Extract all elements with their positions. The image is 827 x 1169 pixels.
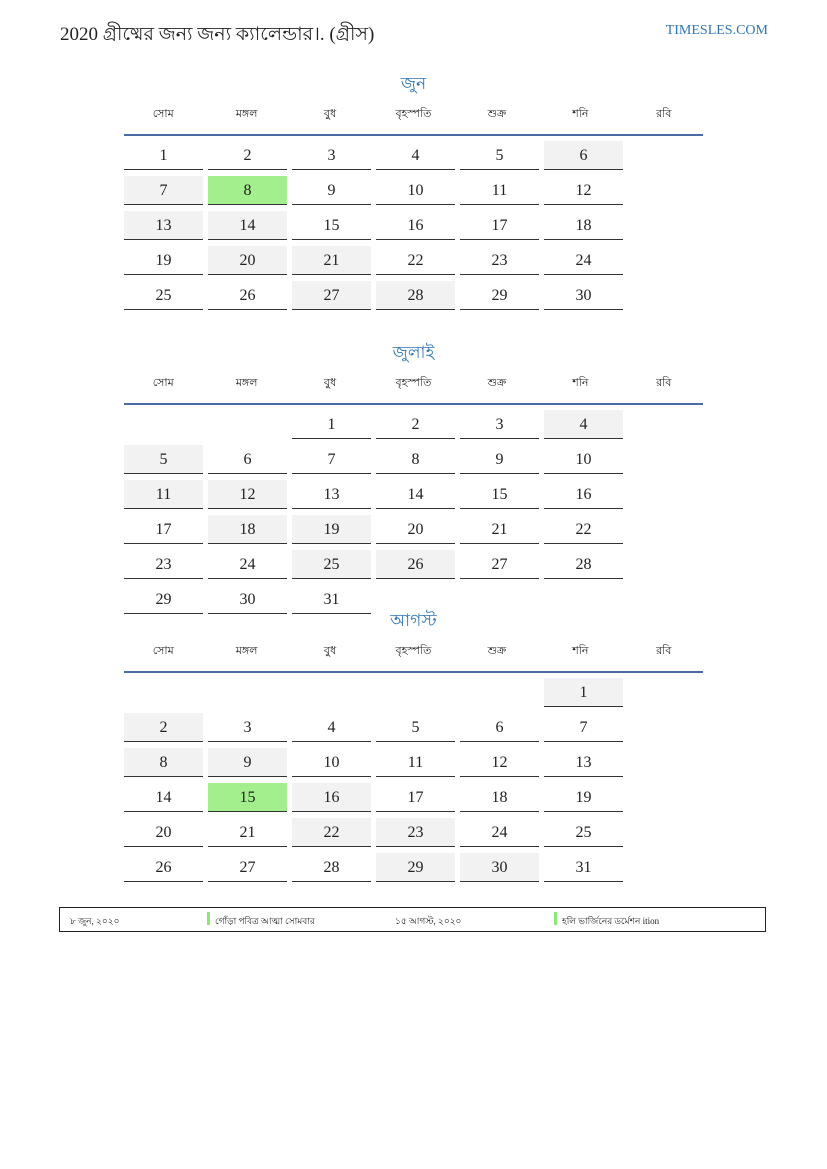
day-cell[interactable]: 7 <box>544 713 623 742</box>
day-cell[interactable]: 15 <box>292 211 371 240</box>
day-cell[interactable]: 3 <box>208 713 287 742</box>
weekday-label: বৃহস্পতি <box>395 108 432 120</box>
weekday-label: মঙ্গল <box>235 108 258 120</box>
day-cell[interactable]: 13 <box>292 480 371 509</box>
day-cell[interactable]: 25 <box>124 281 203 310</box>
day-cell[interactable]: 30 <box>460 853 539 882</box>
day-cell[interactable]: 13 <box>544 748 623 777</box>
day-cell[interactable]: 18 <box>544 211 623 240</box>
day-cell[interactable]: 20 <box>376 515 455 544</box>
day-cell[interactable]: 11 <box>376 748 455 777</box>
day-cell[interactable]: 19 <box>292 515 371 544</box>
day-cell[interactable]: 18 <box>208 515 287 544</box>
day-cell[interactable]: 13 <box>124 211 203 240</box>
weekday-label: বুধ <box>323 377 337 389</box>
day-cell[interactable]: 20 <box>124 818 203 847</box>
weekday-label: শুক্র <box>487 108 507 120</box>
holiday-day-cell[interactable]: 15 <box>208 783 287 812</box>
weekday-label: মঙ্গল <box>235 377 258 389</box>
empty-cell <box>292 678 371 707</box>
day-cell[interactable]: 8 <box>124 748 203 777</box>
day-cell[interactable]: 22 <box>292 818 371 847</box>
day-cell[interactable]: 24 <box>208 550 287 579</box>
weekday-label: মঙ্গল <box>235 645 258 657</box>
day-cell[interactable]: 9 <box>208 748 287 777</box>
day-cell[interactable]: 26 <box>208 281 287 310</box>
day-cell[interactable]: 4 <box>292 713 371 742</box>
day-cell[interactable]: 21 <box>292 246 371 275</box>
empty-cell <box>124 410 203 439</box>
day-cell[interactable]: 4 <box>376 141 455 170</box>
day-cell[interactable]: 7 <box>292 445 371 474</box>
day-cell[interactable]: 29 <box>124 585 203 614</box>
legend-date: ৮ জুন, ২০২০ <box>70 916 120 926</box>
day-cell[interactable]: 3 <box>292 141 371 170</box>
day-cell[interactable]: 3 <box>460 410 539 439</box>
month-title: আগস্ট <box>390 611 437 630</box>
legend-holiday-name: হলি ভার্জিনের ডর্মেশন ition <box>562 916 660 926</box>
month-title: জুলাই <box>392 343 435 362</box>
weekday-label: রবি <box>656 645 672 657</box>
day-cell[interactable]: 17 <box>376 783 455 812</box>
weekday-label: রবি <box>656 377 672 389</box>
day-cell[interactable]: 9 <box>460 445 539 474</box>
empty-cell <box>208 678 287 707</box>
day-cell[interactable]: 28 <box>376 281 455 310</box>
day-cell[interactable]: 21 <box>208 818 287 847</box>
day-cell[interactable]: 22 <box>376 246 455 275</box>
day-grid <box>124 141 703 310</box>
empty-cell <box>208 410 287 439</box>
day-cell[interactable]: 1 <box>292 410 371 439</box>
day-cell[interactable]: 5 <box>124 445 203 474</box>
weekday-label: সোম <box>152 377 174 389</box>
day-cell[interactable]: 10 <box>376 176 455 205</box>
day-cell[interactable]: 16 <box>544 480 623 509</box>
day-cell[interactable]: 9 <box>292 176 371 205</box>
day-cell[interactable]: 25 <box>292 550 371 579</box>
day-cell[interactable]: 1 <box>124 141 203 170</box>
month-title: জুন <box>400 74 427 93</box>
day-cell[interactable]: 31 <box>544 853 623 882</box>
day-cell[interactable]: 17 <box>460 211 539 240</box>
day-cell[interactable]: 6 <box>460 713 539 742</box>
header-rule <box>124 403 703 405</box>
day-grid <box>124 678 703 882</box>
day-cell[interactable]: 27 <box>292 281 371 310</box>
weekday-header <box>124 642 703 671</box>
day-cell[interactable]: 11 <box>124 480 203 509</box>
day-cell[interactable]: 31 <box>292 585 371 614</box>
day-cell[interactable]: 6 <box>208 445 287 474</box>
day-cell[interactable]: 16 <box>292 783 371 812</box>
weekday-label: বুধ <box>323 108 337 120</box>
weekday-label: শুক্র <box>487 377 507 389</box>
day-cell[interactable]: 1 <box>544 678 623 707</box>
day-cell[interactable]: 15 <box>460 480 539 509</box>
day-cell[interactable]: 27 <box>460 550 539 579</box>
header-rule <box>124 134 703 136</box>
day-cell[interactable]: 5 <box>376 713 455 742</box>
day-cell[interactable]: 14 <box>124 783 203 812</box>
day-cell[interactable]: 23 <box>460 246 539 275</box>
weekday-label: শনি <box>572 108 589 120</box>
weekday-header <box>124 105 703 134</box>
legend-holiday-name: গোঁড়া পবিত্র আত্মা সোমবার <box>215 916 315 926</box>
weekday-label: সোম <box>152 645 174 657</box>
weekday-label: বৃহস্পতি <box>395 645 432 657</box>
day-cell[interactable]: 18 <box>460 783 539 812</box>
day-cell[interactable]: 2 <box>124 713 203 742</box>
day-cell[interactable]: 23 <box>376 818 455 847</box>
day-cell[interactable]: 2 <box>208 141 287 170</box>
day-cell[interactable]: 14 <box>376 480 455 509</box>
empty-cell <box>376 678 455 707</box>
day-cell[interactable]: 28 <box>292 853 371 882</box>
weekday-label: বুধ <box>323 645 337 657</box>
page-title: 2020 গ্রীষ্মের জন্য জন্য ক্যালেন্ডার।. (গ্রীস) <box>60 24 375 45</box>
day-cell[interactable]: 20 <box>208 246 287 275</box>
header-rule <box>124 671 703 673</box>
empty-cell <box>460 678 539 707</box>
day-cell[interactable]: 5 <box>460 141 539 170</box>
empty-cell <box>124 678 203 707</box>
day-grid <box>124 410 703 614</box>
day-cell[interactable]: 24 <box>544 246 623 275</box>
day-cell[interactable]: 23 <box>124 550 203 579</box>
day-cell[interactable]: 27 <box>208 853 287 882</box>
holiday-legend <box>59 907 766 932</box>
day-cell[interactable]: 6 <box>544 141 623 170</box>
day-cell[interactable]: 7 <box>124 176 203 205</box>
weekday-header <box>124 374 703 403</box>
day-cell[interactable]: 2 <box>376 410 455 439</box>
day-cell[interactable]: 19 <box>124 246 203 275</box>
day-cell[interactable]: 16 <box>376 211 455 240</box>
day-cell[interactable]: 26 <box>376 550 455 579</box>
day-cell[interactable]: 10 <box>292 748 371 777</box>
holiday-day-cell[interactable]: 8 <box>208 176 287 205</box>
legend-marker <box>207 912 210 925</box>
day-cell[interactable]: 4 <box>544 410 623 439</box>
day-cell[interactable]: 30 <box>208 585 287 614</box>
weekday-label: শনি <box>572 377 589 389</box>
weekday-label: রবি <box>656 108 672 120</box>
day-cell[interactable]: 28 <box>544 550 623 579</box>
day-cell[interactable]: 29 <box>376 853 455 882</box>
day-cell[interactable]: 24 <box>460 818 539 847</box>
day-cell[interactable]: 14 <box>208 211 287 240</box>
day-cell[interactable]: 12 <box>544 176 623 205</box>
day-cell[interactable]: 30 <box>544 281 623 310</box>
weekday-label: শুক্র <box>487 645 507 657</box>
weekday-label: বৃহস্পতি <box>395 377 432 389</box>
month-block <box>124 340 703 614</box>
day-cell[interactable]: 12 <box>208 480 287 509</box>
month-block <box>124 608 703 882</box>
day-cell[interactable]: 17 <box>124 515 203 544</box>
weekday-label: সোম <box>152 108 174 120</box>
day-cell[interactable]: 11 <box>460 176 539 205</box>
day-cell[interactable]: 26 <box>124 853 203 882</box>
weekday-label: শনি <box>572 645 589 657</box>
day-cell[interactable]: 19 <box>544 783 623 812</box>
day-cell[interactable]: 10 <box>544 445 623 474</box>
legend-marker <box>554 912 557 925</box>
month-block <box>124 71 703 310</box>
day-cell[interactable]: 8 <box>376 445 455 474</box>
day-cell[interactable]: 22 <box>544 515 623 544</box>
day-cell[interactable]: 25 <box>544 818 623 847</box>
day-cell[interactable]: 29 <box>460 281 539 310</box>
site-link[interactable]: TIMESLES.COM <box>665 23 768 38</box>
day-cell[interactable]: 12 <box>460 748 539 777</box>
day-cell[interactable]: 21 <box>460 515 539 544</box>
legend-date: ১৫ আগস্ট, ২০২০ <box>395 916 462 926</box>
